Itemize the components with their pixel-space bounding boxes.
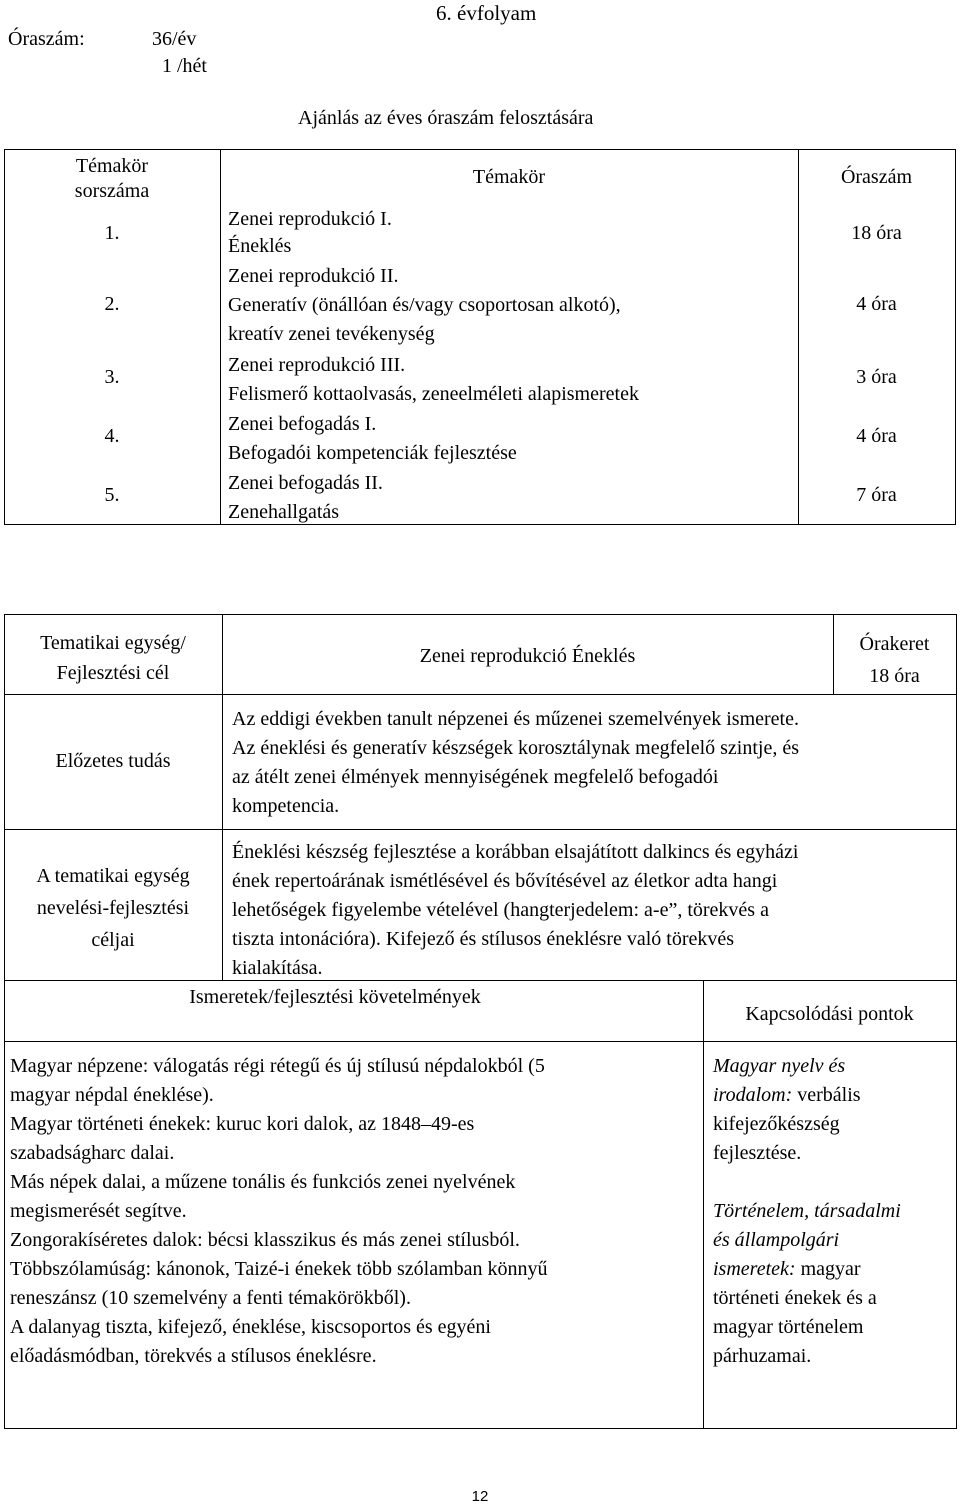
link-line: [713, 1197, 901, 1226]
requirement-line: A dalanyag tiszta, kifejező, éneklése, kiscsoportos és egyéni: [10, 1316, 491, 1338]
requirement-line: szabadságharc dalai.: [10, 1142, 175, 1164]
time-frame-hours: 18 óra: [869, 665, 920, 687]
goals-label: [4, 860, 222, 956]
link-subject: és állampolgári: [713, 1229, 840, 1251]
weekly-hours: 1 /hét: [162, 55, 207, 77]
row-hours: 7 óra: [856, 484, 897, 506]
link-line: [713, 1226, 839, 1255]
topic-line: Felismerő kottaolvasás, zeneelméleti alapismeretek: [228, 383, 639, 405]
topic-line: Generatív (önállóan és/vagy csoportosan alkotó),: [228, 294, 621, 316]
topic-line: Zenei befogadás II.: [228, 472, 383, 494]
col-header-number-line: Témakör: [75, 155, 149, 177]
links-text: [713, 1052, 953, 1382]
plan-title: Ajánlás az éves óraszám felosztására: [298, 107, 594, 129]
link-text: verbális: [792, 1084, 861, 1106]
col-header-hours: Óraszám: [840, 166, 913, 188]
prior-knowledge-line: Az eddigi években tanult népzenei és műzenei szemelvények ismerete.: [232, 708, 799, 730]
prior-knowledge-text: [232, 705, 952, 825]
requirement-line: Magyar történeti énekek: kuruc kori dalok, az 1848–49-es: [10, 1113, 475, 1135]
row-hours: 4 óra: [856, 425, 897, 447]
hours-label: Óraszám:: [8, 28, 85, 50]
row-hours: 18 óra: [851, 222, 902, 244]
link-text: történeti énekek és a: [713, 1287, 877, 1309]
requirement-line: reneszánsz (10 szemelvény a fenti témakörökből).: [10, 1287, 411, 1309]
row-number: 3.: [104, 366, 120, 388]
link-subject: ismeretek:: [713, 1258, 796, 1280]
topic-line: Zenei befogadás I.: [228, 413, 377, 435]
prior-knowledge-line: kompetencia.: [232, 795, 340, 817]
requirements-header: Ismeretek/fejlesztési követelmények: [189, 986, 481, 1008]
requirement-line: Többszólamúság: kánonok, Taizé-i énekek több szólamban könnyű: [10, 1258, 548, 1280]
topic-line: Zenei reprodukció I.: [228, 208, 392, 230]
annual-hours: 36/év: [152, 28, 197, 50]
link-line: [713, 1052, 845, 1081]
prior-knowledge-label: Előzetes tudás: [55, 750, 171, 772]
row-number: 5.: [104, 484, 120, 506]
grade-title: 6. évfolyam: [436, 1, 537, 25]
topic-line: kreatív zenei tevékenység: [228, 323, 435, 345]
goals-line: Éneklési készség fejlesztése a korábban elsajátított dalkincs és egyházi: [232, 841, 799, 863]
col-header-number-line: sorszáma: [74, 180, 150, 202]
prior-knowledge-line: Az éneklési és generatív készségek korosztálynak megfelelő szintje, és: [232, 737, 800, 759]
goals-line: ének repertoárának ismétlésével és bővítésével az életkor adta hangi: [232, 870, 778, 892]
unit-title: Zenei reprodukció Éneklés: [419, 645, 636, 667]
requirement-line: Zongorakíséretes dalok: bécsi klasszikus és más zenei stílusból.: [10, 1229, 520, 1251]
row-number: 1.: [104, 222, 120, 244]
requirement-line: magyar népdal éneklése).: [10, 1084, 214, 1106]
goals-line: lehetőségek figyelembe vételével (hangterjedelem: a-e”, törekvés a: [232, 899, 769, 921]
link-subject: Magyar nyelv és: [713, 1055, 846, 1077]
row-hours: 4 óra: [856, 293, 897, 315]
col-header-topic: Témakör: [472, 166, 546, 188]
col-header-number: [4, 154, 220, 204]
goals-line: tiszta intonációra). Kifejező és stílusos éneklésre való törekvés: [232, 928, 735, 950]
requirements-text: [10, 1052, 700, 1382]
link-text: párhuzamai.: [713, 1345, 812, 1367]
topic-line: Éneklés: [228, 235, 292, 257]
row-topic: [228, 262, 621, 349]
requirement-line: Magyar népzene: válogatás régi rétegű és új stílusú népdalokból (5: [10, 1055, 545, 1077]
topic-line: Befogadói kompetenciák fejlesztése: [228, 442, 517, 464]
link-line: [713, 1081, 861, 1110]
row-hours: 3 óra: [856, 366, 897, 388]
requirement-line: előadásmódban, törekvés a stílusos éneklésre.: [10, 1345, 377, 1367]
topic-line: Zenei reprodukció III.: [228, 354, 406, 376]
unit-head-label-line: Tematikai egység/: [40, 632, 186, 654]
unit-head-label: [4, 628, 222, 688]
row-number: 4.: [104, 425, 120, 447]
link-subject: Történelem, társadalmi: [713, 1200, 901, 1222]
topic-line: Zenehallgatás: [228, 501, 340, 523]
row-topic: [228, 206, 392, 260]
requirement-line: Más népek dalai, a műzene tonális és funkciós zenei nyelvének: [10, 1171, 516, 1193]
row-number: 2.: [104, 293, 120, 315]
unit-head-label-line: Fejlesztési cél: [56, 662, 170, 684]
row-topic: [228, 469, 383, 527]
prior-knowledge-line: az átélt zenei élmények mennyiségének megfelelő befogadói: [232, 766, 719, 788]
link-line: [713, 1255, 861, 1284]
time-frame-label: Órakeret: [859, 633, 930, 655]
requirement-line: megismerését segítve.: [10, 1200, 187, 1222]
row-topic: [228, 410, 517, 468]
goals-label-line: A tematikai egység: [36, 865, 190, 887]
link-text: magyar: [795, 1258, 861, 1280]
link-subject: irodalom:: [713, 1084, 793, 1106]
page-number: 12: [471, 1488, 489, 1505]
goals-label-line: céljai: [91, 929, 135, 951]
link-text: kifejezőkészség: [713, 1113, 840, 1135]
goals-line: kialakítása.: [232, 957, 323, 979]
link-text: fejlesztése.: [713, 1142, 802, 1164]
row-topic: [228, 351, 639, 409]
time-frame: [833, 628, 956, 692]
goals-text: [232, 838, 952, 983]
topic-line: Zenei reprodukció II.: [228, 265, 399, 287]
link-text: magyar történelem: [713, 1316, 864, 1338]
goals-label-line: nevelési-fejlesztési: [36, 897, 190, 919]
links-header: Kapcsolódási pontok: [745, 1003, 914, 1025]
